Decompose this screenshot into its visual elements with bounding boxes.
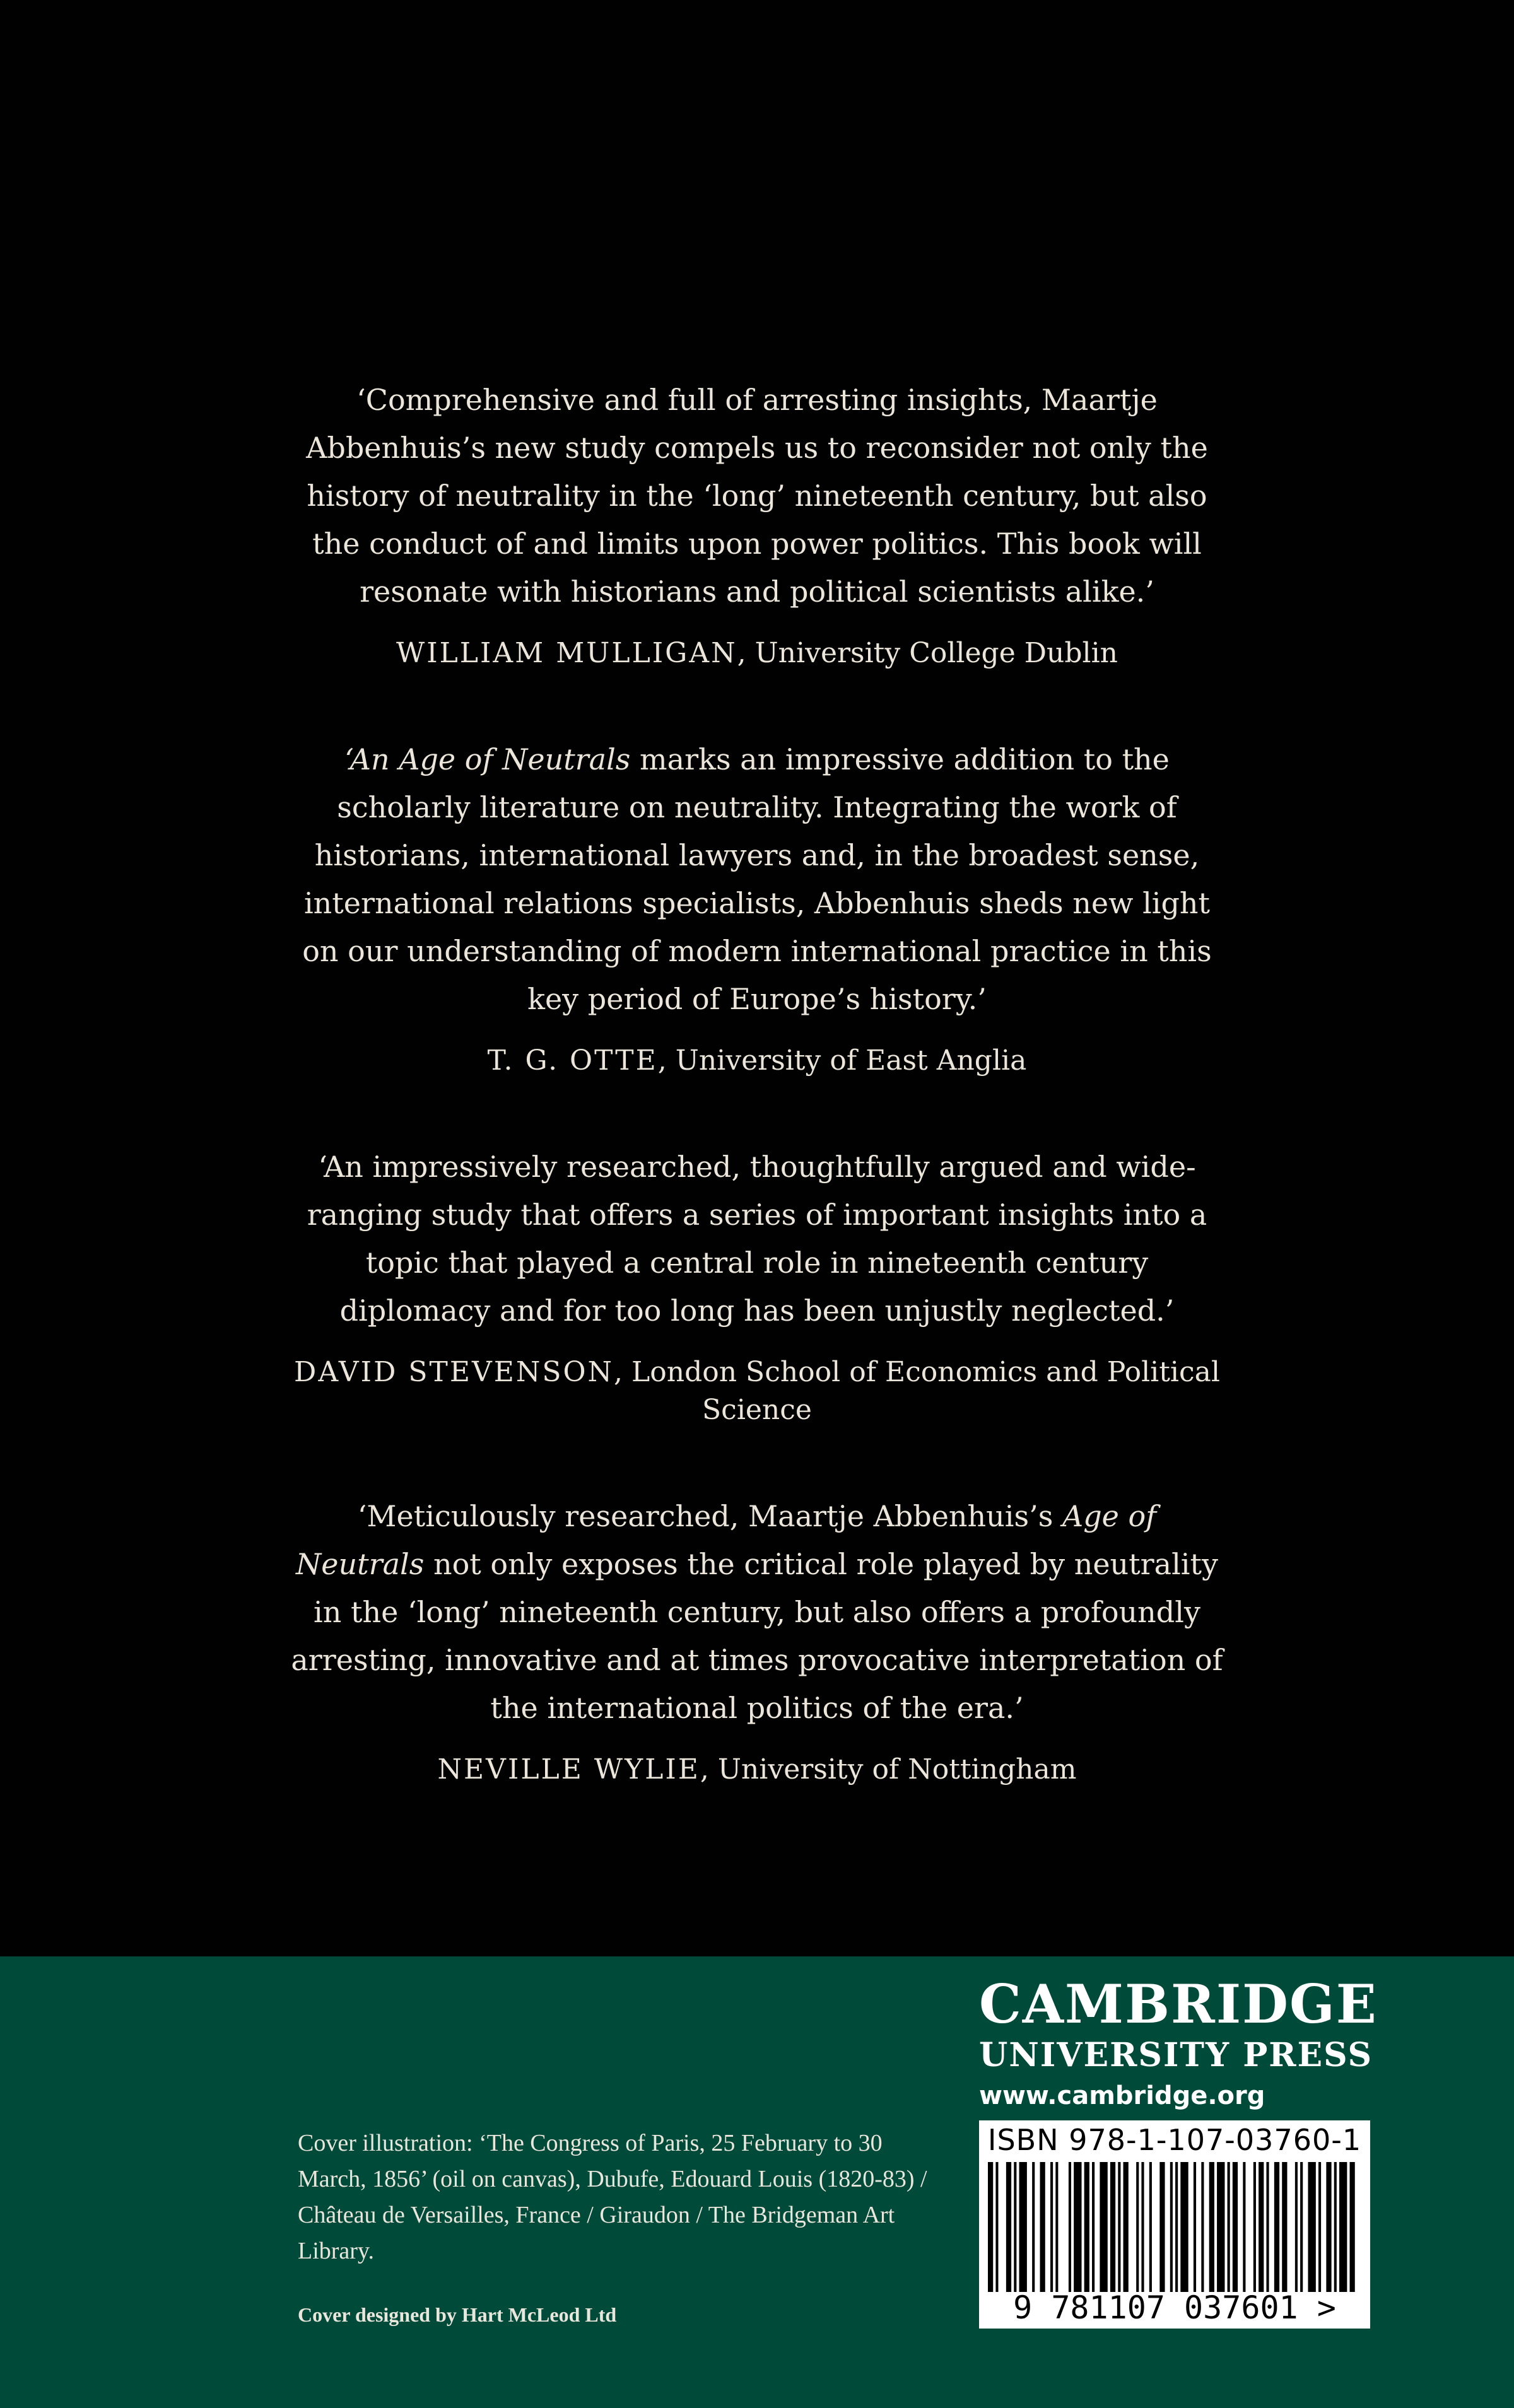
reviewer-name: NEVILLE WYLIE: [437, 1753, 700, 1786]
quote-text: [290, 735, 1224, 1023]
review-quote: [290, 735, 1224, 1080]
reviewer-affiliation: London School of Economics and Political Science: [631, 1356, 1220, 1426]
reviewer-name: T. G. OTTE: [487, 1044, 658, 1077]
reviewer-affiliation: University of East Anglia: [675, 1044, 1027, 1077]
quote-attribution: T. G. OTTE, University of East Anglia: [487, 1044, 1027, 1077]
book-title-italic: Age of Neutrals: [296, 1499, 1157, 1581]
barcode-icon: [988, 2162, 1360, 2292]
reviewer-name: DAVID STEVENSON: [294, 1356, 614, 1388]
quote-text-body: marks an impressive addition to the scholarly literature on neutrality. Integrating the work of historians, international lawyers and, in the broadest sense, international relations specialists, Abbenhuis sheds new light on our understanding of modern international practice in this key period of Europe’s history.’: [302, 742, 1212, 1016]
quote-attribution: NEVILLE WYLIE, University of Nottingham: [437, 1753, 1077, 1786]
book-title-italic: ‘An Age of Neutrals: [344, 742, 631, 776]
barcode-number: 9 781107 037601 >: [1013, 2289, 1336, 2326]
reviewer-name: WILLIAM MULLIGAN: [396, 637, 737, 669]
quote-attribution: DAVID STEVENSON, London School of Economics and Political Science: [294, 1356, 1220, 1426]
quote-text: [290, 1492, 1224, 1732]
review-quote: [290, 1492, 1224, 1789]
quote-text: ‘An impressively researched, thoughtfully argued and wide-ranging study that offers a series of important insights into a topic that played a central role in nineteenth century diplomacy and for too long has been unjustly neglected.’: [307, 1150, 1207, 1328]
publisher-subname: UNIVERSITY PRESS: [979, 2036, 1373, 2074]
isbn-label: ISBN 978-1-107-03760-1: [987, 2123, 1362, 2157]
reviewer-affiliation: University College Dublin: [754, 637, 1118, 669]
cover-illustration-credit: Cover illustration: ‘The Congress of Paris, 25 February to 30 March, 1856’ (oil on canvas), Dubufe, Edouard Louis (1820-83) / Château de Versailles, France / Giraudon / The Bridgeman Art Library.: [298, 2130, 927, 2264]
quote-text-after: not only exposes the critical role played by neutrality in the ‘long’ nineteenth century, but also offers a profoundly arresting, innovative and at times provocative interpretation of the international politics of the era.’: [291, 1547, 1223, 1725]
review-quote: [290, 376, 1224, 672]
review-quotes: [290, 376, 1224, 1789]
publisher-name: CAMBRIDGE: [979, 1973, 1378, 2035]
reviewer-affiliation: University of Nottingham: [717, 1753, 1077, 1786]
quote-text-before: ‘Meticulously researched, Maartje Abbenhuis’s: [357, 1499, 1062, 1533]
review-quote: [290, 1143, 1224, 1429]
cover-designer-credit: Cover designed by Hart McLeod Ltd: [298, 2303, 617, 2326]
quote-text: ‘Comprehensive and full of arresting insights, Maartje Abbenhuis’s new study compels us to reconsider not only the history of neutrality in the ‘long’ nineteenth century, but also the conduct of and limits upon power politics. This book will resonate with historians and political scientists alike.’: [306, 383, 1208, 609]
publisher-url[interactable]: www.cambridge.org: [979, 2081, 1265, 2110]
publisher-logo: [979, 1973, 1378, 2114]
quote-attribution: WILLIAM MULLIGAN, University College Dublin: [396, 637, 1118, 669]
isbn-barcode: [979, 2120, 1370, 2329]
